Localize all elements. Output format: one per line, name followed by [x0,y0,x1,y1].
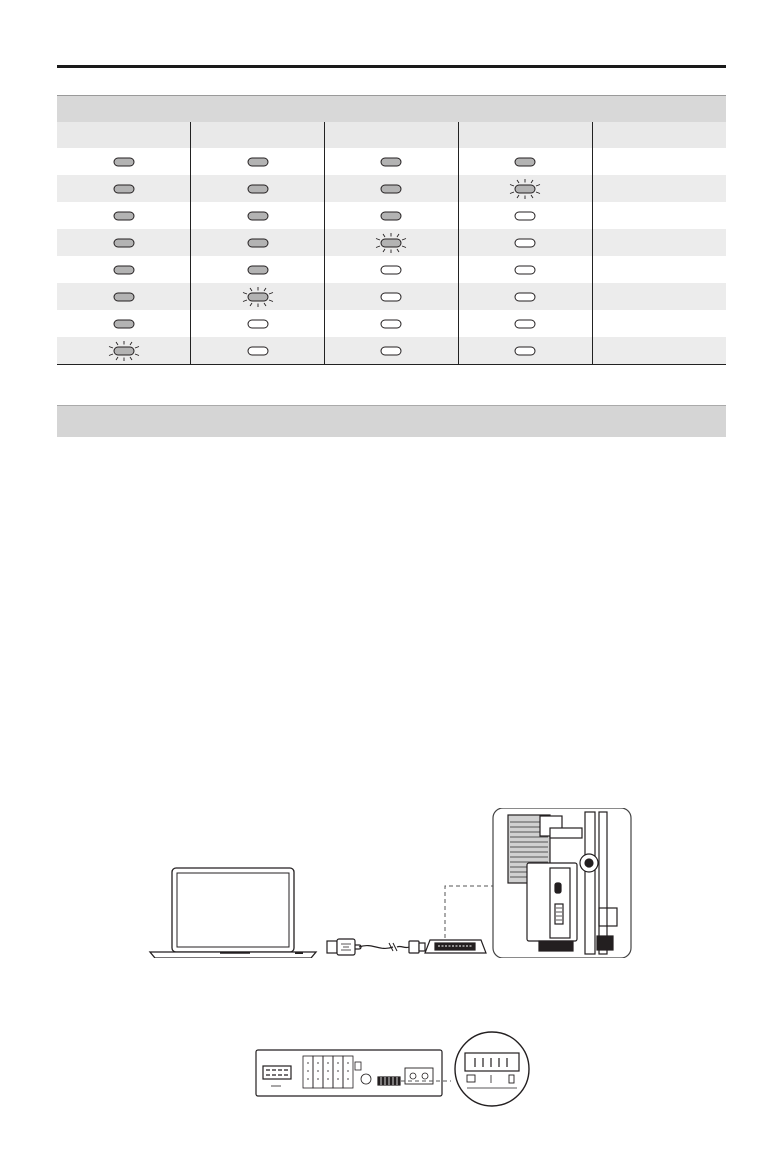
led1-cell [57,283,191,310]
led-off-icon [371,260,411,280]
usb-connection-illustration [145,808,635,958]
led2-cell [191,337,325,365]
led-on-icon [104,314,144,334]
led1-cell [57,202,191,229]
led-on-icon [104,179,144,199]
led-on-icon [238,233,278,253]
led1-cell [57,175,191,202]
description-cell [592,337,726,365]
led2-cell [191,202,325,229]
led-on-icon [238,152,278,172]
led4-cell [458,256,592,283]
led3-cell [325,148,459,175]
led-off-icon [238,341,278,361]
description-cell [592,256,726,283]
header-cell [325,122,459,148]
led1-cell [57,310,191,337]
led-blink-icon [238,287,278,307]
header-cell [57,122,191,148]
led-on-icon [505,152,545,172]
table-title [57,96,726,123]
led4-cell [458,310,592,337]
table-header-row [57,122,726,148]
description-cell [592,283,726,310]
micro-usb-port-icon [425,940,486,953]
led-on-icon [238,206,278,226]
led4-cell [458,337,592,365]
led1-cell [57,337,191,365]
led-on-icon [104,287,144,307]
description-cell [592,175,726,202]
led-on-icon [104,233,144,253]
led-on-icon [371,206,411,226]
led-on-icon [238,260,278,280]
led-on-icon [104,206,144,226]
table-row [57,202,726,229]
laptop-icon [150,868,316,958]
led1-cell [57,148,191,175]
table-row [57,310,726,337]
battery-level-table [57,95,726,365]
led4-cell [458,229,592,256]
led2-cell [191,148,325,175]
led-on-icon [104,152,144,172]
led3-cell [325,310,459,337]
led3-cell [325,175,459,202]
led1-cell [57,229,191,256]
led4-cell [458,283,592,310]
section-heading-bar [57,405,726,437]
description-cell [592,229,726,256]
led2-cell [191,175,325,202]
led-off-icon [371,314,411,334]
description-cell [592,202,726,229]
table-title-row [57,96,726,123]
header-cell [191,122,325,148]
led-blink-icon [505,179,545,199]
led3-cell [325,229,459,256]
led-blink-icon [104,341,144,361]
led-on-icon [371,179,411,199]
led3-cell [325,337,459,365]
led4-cell [458,148,592,175]
led2-cell [191,229,325,256]
description-cell [592,148,726,175]
led2-cell [191,283,325,310]
led-off-icon [371,341,411,361]
table-row [57,148,726,175]
led-off-icon [505,206,545,226]
led-off-icon [505,341,545,361]
table-row [57,229,726,256]
led2-cell [191,310,325,337]
top-rule [57,65,726,68]
led3-cell [325,202,459,229]
led-off-icon [505,233,545,253]
led-blink-icon [371,233,411,253]
table-body [57,148,726,365]
table-row [57,175,726,202]
controller-board-icon [256,1050,442,1096]
led-off-icon [238,314,278,334]
led3-cell [325,283,459,310]
table-row [57,283,726,310]
table-row [57,256,726,283]
led-off-icon [505,314,545,334]
led4-cell [458,202,592,229]
led3-cell [325,256,459,283]
led-off-icon [505,287,545,307]
led2-cell [191,256,325,283]
dip-switch-callout [455,1032,529,1106]
table-row [57,337,726,365]
led-off-icon [371,287,411,307]
led1-cell [57,256,191,283]
led-off-icon [505,260,545,280]
led-on-icon [104,260,144,280]
header-cell [458,122,592,148]
dip-switch-illustration [255,1030,535,1108]
led-on-icon [371,152,411,172]
dip-switch-icon [378,1077,400,1085]
description-cell [592,310,726,337]
led4-cell [458,175,592,202]
device-icon [493,808,631,958]
usb-cable-icon [327,939,425,955]
led-on-icon [238,179,278,199]
header-cell [592,122,726,148]
